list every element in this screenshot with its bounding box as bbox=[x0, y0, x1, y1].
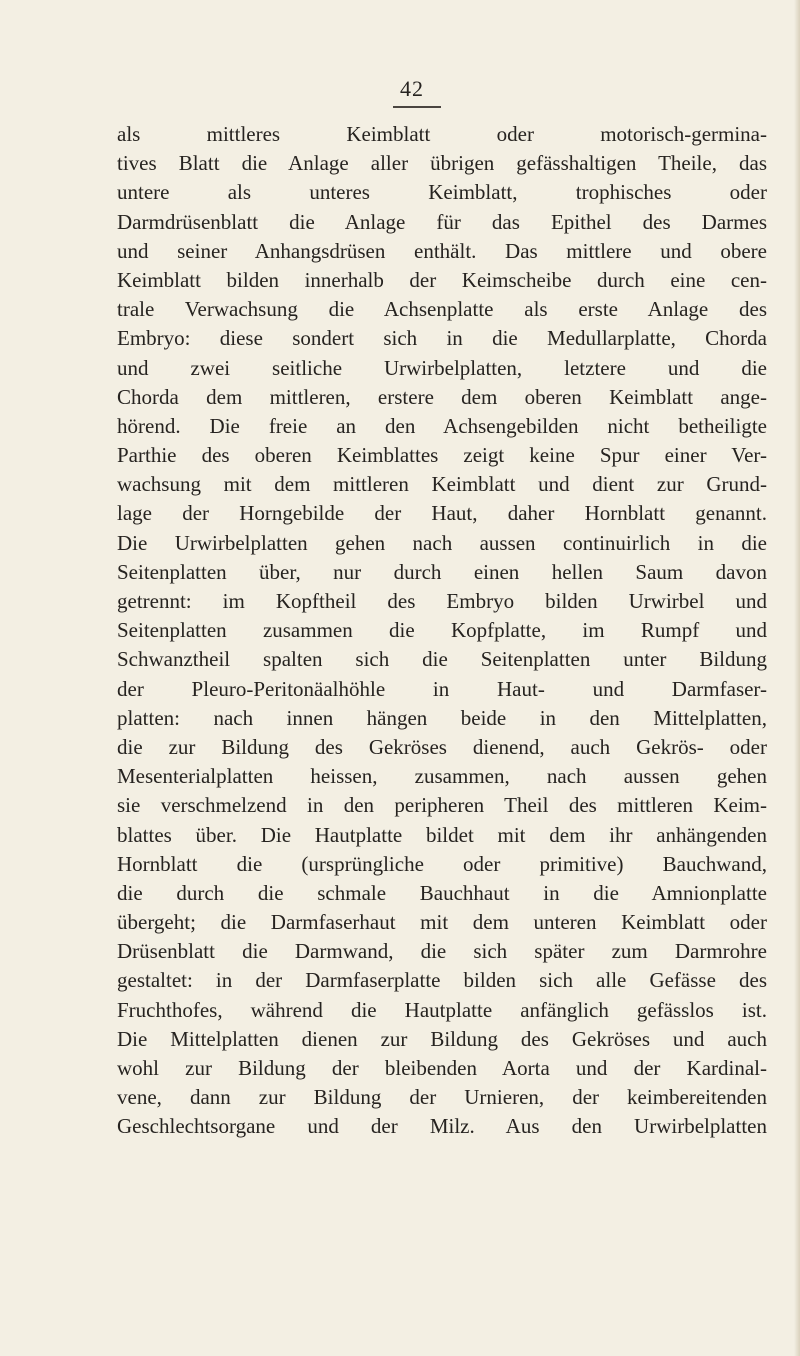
text-line: Schwanztheil spalten sich die Seitenplatten unter Bildung bbox=[117, 647, 767, 672]
text-line: Seitenplatten über, nur durch einen hellen Saum davon bbox=[117, 559, 767, 584]
text-line: Mesenterialplatten heissen, zusammen, nach aussen gehen bbox=[117, 764, 767, 789]
text-line: die durch die schmale Bauchhaut in die Amnionplatte bbox=[117, 880, 767, 905]
text-line: und seiner Anhangsdrüsen enthält. Das mittlere und obere bbox=[117, 238, 767, 263]
body-text bbox=[117, 120, 767, 1142]
text-line: Die Urwirbelplatten gehen nach aussen continuirlich in die bbox=[117, 530, 767, 555]
text-line: tives Blatt die Anlage aller übrigen gefässhaltigen Theile, das bbox=[117, 151, 767, 176]
text-line: Darmdrüsenblatt die Anlage für das Epithel des Darmes bbox=[117, 209, 767, 234]
page-number-rule bbox=[393, 106, 441, 108]
text-line: gestaltet: in der Darmfaserplatte bilden sich alle Gefässe des bbox=[117, 968, 767, 993]
text-line: wohl zur Bildung der bleibenden Aorta und der Kardinal- bbox=[117, 1056, 767, 1080]
text-line: übergeht; die Darmfaserhaut mit dem unteren Keimblatt oder bbox=[117, 910, 767, 935]
text-line: vene, dann zur Bildung der Urnieren, der keimbereitenden bbox=[117, 1085, 767, 1110]
text-line: Hornblatt die (ursprüngliche oder primitive) Bauchwand, bbox=[117, 851, 767, 876]
text-line: Parthie des oberen Keimblattes zeigt keine Spur einer Ver- bbox=[117, 443, 767, 468]
text-line: trale Verwachsung die Achsenplatte als erste Anlage des bbox=[117, 297, 767, 322]
text-line: hörend. Die freie an den Achsengebilden nicht betheiligte bbox=[117, 413, 767, 438]
page-edge-shadow bbox=[794, 0, 800, 1356]
text-line: Keimblatt bilden innerhalb der Keimscheibe durch eine cen- bbox=[117, 267, 767, 292]
text-line: Fruchthofes, während die Hautplatte anfänglich gefässlos ist. bbox=[117, 997, 767, 1022]
text-line: und zwei seitliche Urwirbelplatten, letztere und die bbox=[117, 355, 767, 380]
page-number: 42 bbox=[400, 76, 424, 101]
text-line: wachsung mit dem mittleren Keimblatt und dient zur Grund- bbox=[117, 472, 767, 497]
text-line: der Pleuro-Peritonäalhöhle in Haut- und Darmfaser- bbox=[117, 676, 767, 701]
text-line: als mittleres Keimblatt oder motorisch-germina- bbox=[117, 122, 767, 146]
text-line: sie verschmelzend in den peripheren Theil des mittleren Keim- bbox=[117, 793, 767, 818]
text-line: die zur Bildung des Gekröses dienend, auch Gekrös- oder bbox=[117, 734, 767, 759]
text-line: untere als unteres Keimblatt, trophisches oder bbox=[117, 180, 767, 205]
text-line: Seitenplatten zusammen die Kopfplatte, im Rumpf und bbox=[117, 618, 767, 643]
text-line: Chorda dem mittleren, erstere dem oberen Keimblatt ange- bbox=[117, 384, 767, 409]
text-line: Geschlechtsorgane und der Milz. Aus den Urwirbelplatten bbox=[117, 1114, 767, 1139]
text-line: getrennt: im Kopftheil des Embryo bilden Urwirbel und bbox=[117, 589, 767, 613]
text-line: platten: nach innen hängen beide in den Mittelplatten, bbox=[117, 705, 767, 730]
text-line: lage der Horngebilde der Haut, daher Hornblatt genannt. bbox=[117, 501, 767, 526]
text-line: Die Mittelplatten dienen zur Bildung des Gekröses und auch bbox=[117, 1026, 767, 1051]
text-line: Drüsenblatt die Darmwand, die sich später zum Darmrohre bbox=[117, 939, 767, 964]
text-line: blattes über. Die Hautplatte bildet mit dem ihr anhängenden bbox=[117, 822, 767, 847]
text-line: Embryo: diese sondert sich in die Medullarplatte, Chorda bbox=[117, 326, 767, 351]
